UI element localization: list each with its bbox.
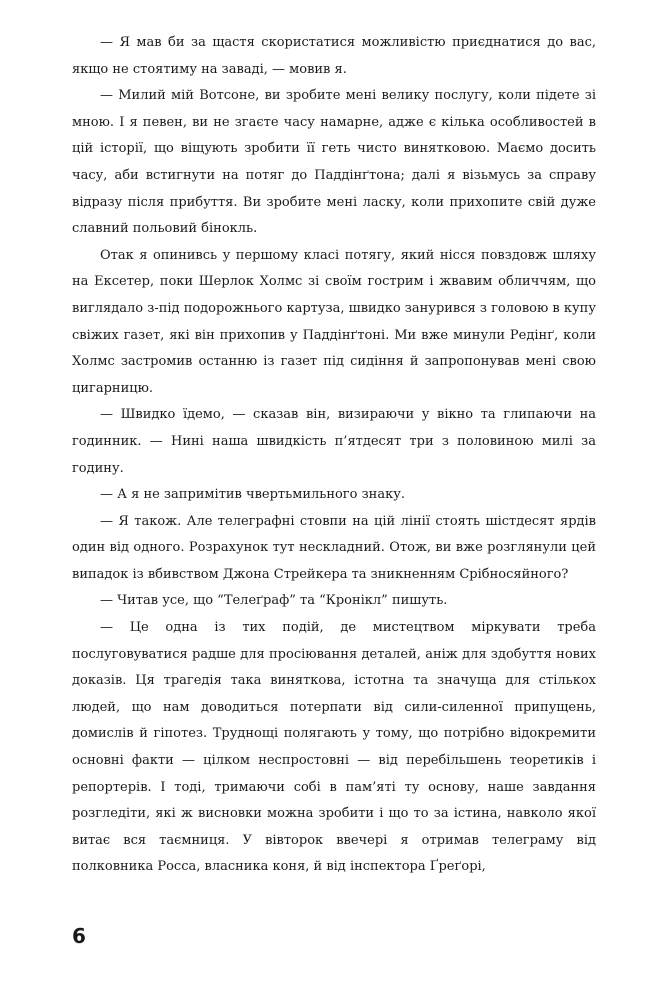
paragraph-6: — Я також. Але телеграфні стовпи на цій лінії стоять шістдесят ярдів один від одного. Розрахунок тут нескладний. Отож, ви вже розглянули цей випадок із вбивством Джона Стрейкера та зникненням Срібносяйного?	[72, 513, 596, 582]
paragraph-7: — Читав усе, що “Телеґраф” та “Кронікл” пишуть.	[100, 593, 448, 609]
paragraph-1: — Я мав би за щастя скористатися можливістю приєднатися до вас, якщо не стоятиму на заваді, — мовив я.	[72, 35, 596, 77]
paragraph-3: Отак я опинивсь у першому класі потягу, який нісся повздовж шляху на Ексетер, поки Шерлок Холмс зі своїм гострим і жвавим обличчям, що виглядало з-під подорожнього картуза, швидко занурився з головою в купу свіжих газет, які він прихопив у Паддінґтоні. Ми вже минули Редінґ, коли Холмс застромив останню із газет під сидіння й запропонував мені свою цигарницю.	[72, 247, 596, 396]
paragraph-8: — Це одна із тих подій, де мистецтвом міркувати треба послуговуватися радше для просіювання деталей, аніж для здобуття нових доказів. Ця трагедія така виняткова, істотна та значуща для стількох людей, що нам доводиться потерпати від сили-силенної припущень, домислів й гіпотез. Труднощі полягають у тому, що потрібно відокремити основні факти — цілком неспростовні — від перебільшень теоретиків і репортерів. І тоді, тримаючи собі в пам’яті ту основу, наше завдання розгледіти, які ж висновки можна зробити і що то за істина, навколо якої витає вся таємниця. У вівторок ввечері я отримав телеграму від полковника Росса, власника коня, й від інспектора Ґреґорі,	[72, 620, 596, 875]
page-number: 6	[72, 924, 86, 948]
page-body	[72, 30, 596, 881]
paragraph-2: — Милий мій Вотсоне, ви зробите мені велику послугу, коли підете зі мною. І я певен, ви не згаєте часу намарне, адже є кілька особливостей в цій історії, що віщують зробити її геть чисто винятковою. Маємо досить часу, аби встигнути на потяг до Паддінґтона; далі я візьмусь за справу відразу після прибуття. Ви зробите мені ласку, коли прихопите свій дуже славний польовий бінокль.	[72, 88, 596, 237]
paragraph-4: — Швидко їдемо, — сказав він, визираючи у вікно та глипаючи на годинник. — Нині наша швидкість п’ятдесят три з половиною милі за годину.	[72, 407, 596, 476]
paragraph-5: — А я не запримітив чвертьмильного знаку.	[100, 487, 405, 503]
